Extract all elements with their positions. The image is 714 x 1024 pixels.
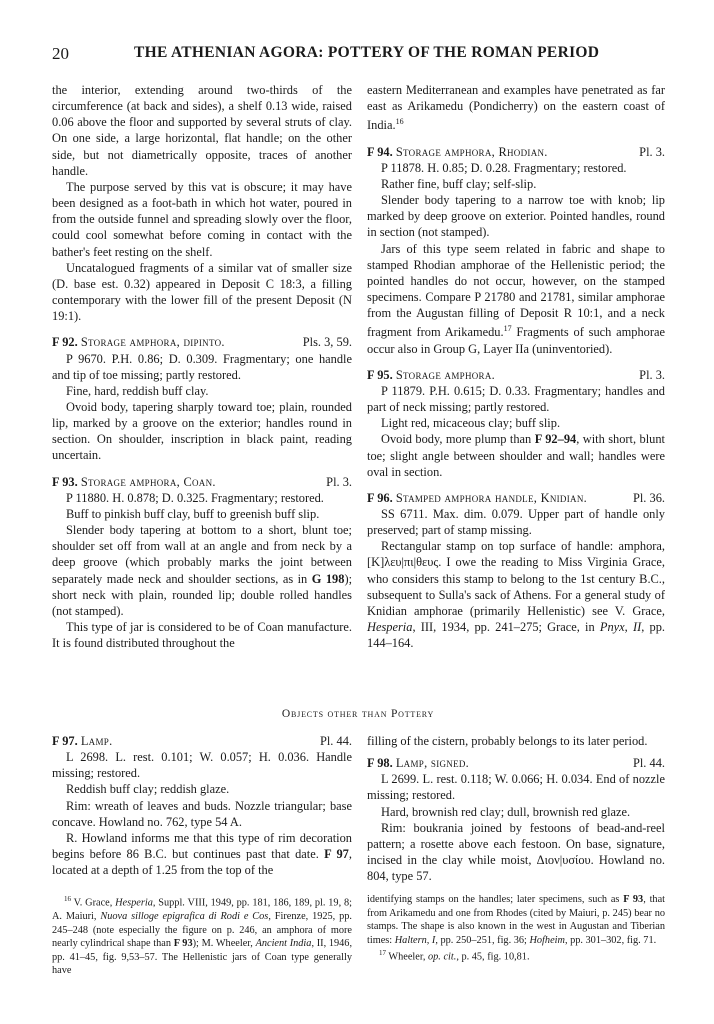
entry-plates: Pl. 3.: [639, 367, 665, 382]
entry-number: F 97.: [52, 734, 78, 748]
catalogue-entry-f93: [52, 474, 352, 652]
citation: Hofheim: [529, 934, 565, 946]
citation: op. cit.: [428, 951, 457, 963]
section-heading: Objects other than Pottery: [281, 708, 435, 720]
paragraph: Fine, hard, reddish buff clay.: [66, 383, 209, 398]
entry-name: Storage amphora, Coan.: [80, 474, 216, 489]
entry-number: F 94.: [367, 144, 393, 159]
entry-plates: Pls. 3, 59.: [302, 335, 352, 350]
paragraph: Jars of this type seem related in fabric and shape to stamped Rhodian amphorae of the Hellenistic period; the pointed handles do not occur, however, on the stamped specimens. Compare P 21780 and 21781, similar amphorae from the Augustan filling of Deposit R 10:1, and a neck fragment from Arikamedu.$^{17}$ Fragments of such amphorae occur also in Group G, Layer IIa (uninventoried).: [367, 241, 665, 356]
footnote-marker: 17: [379, 949, 386, 958]
entry-heading: [52, 474, 352, 490]
paragraph: Slender body tapering at bottom to a short, blunt toe; shoulder set off from wall at an angle and from neck by a deep groove (which probably marks the joint between separately made neck and shoulder sections, as in G 198); short neck with plain, rounded lip; double rolled handles (not stamped).: [52, 523, 353, 618]
left-column: [52, 82, 352, 651]
footnotes-left: [52, 893, 352, 978]
entry-plates: Pl. 44.: [319, 734, 352, 748]
running-title: THE ATHENIAN AGORA: POTTERY OF THE ROMAN PERIOD: [134, 44, 600, 61]
entry-heading: [367, 755, 665, 771]
footnote-marker: 16: [64, 895, 71, 903]
entry-name: Storage amphora.: [395, 367, 496, 382]
footnotes-right: [367, 893, 665, 964]
entry-heading: [52, 334, 352, 350]
citation: Nuova silloge epigrafica di Rodi e Cos: [100, 911, 269, 923]
catalogue-entry-f96: [367, 490, 665, 652]
paragraph: Ovoid body, tapering sharply toward toe; plain, rounded lip, marked by a groove on the exterior; handles round in section. On shoulder, inscription in black paint, reading uncertain.: [52, 399, 352, 463]
paragraph: The purpose served by this vat is obscure; it may have been designed as a foot-bath in which hot water, poured in from the outside funnel and spreading slowly over the floor, could cool somewhat before coming in contact with the bather's feet resting on the shelf.: [52, 179, 352, 259]
catalogue-entry-f98: [367, 755, 665, 884]
paragraph: Hard, brownish red clay; dull, brownish red glaze.: [381, 804, 631, 819]
catalogue-entry-f94: [367, 144, 665, 357]
paragraph: Rectangular stamp on top surface of handle: amphora, [Κ]λευ|πι|θευς. I owe the reading to Miss Virginia Grace, who considers this stamp to belong to the 1st century B.C., subsequent to Sulla's sack of Athens. For a general study of Knidian amphorae (primarily Hellenistic) see V. Grace, Hesperia, III, 1934, pp. 241–275; Grace, in Pnyx, II, pp. 144–164.: [367, 539, 665, 651]
catalogue-entry-f97: [52, 733, 352, 878]
paragraph: Buff to pinkish buff clay, buff to greenish buff slip.: [66, 506, 320, 521]
footnote-marker: 17: [503, 324, 512, 334]
paragraph: Light red, micaceous clay; buff slip.: [381, 416, 561, 431]
paragraph: Uncatalogued fragments of a similar vat of smaller size (D. base est. 0.32) appeared in Deposit C 18:3, a filling contemporary with the lower fill of the present Deposit (N 19:1).: [52, 260, 352, 324]
citation: Hesperia: [115, 897, 153, 909]
paragraph: P 11878. H. 0.85; D. 0.28. Fragmentary; restored.: [381, 160, 627, 175]
entry-plates: Pl. 3.: [326, 474, 352, 489]
paragraph: Slender body tapering to a narrow toe with knob; lip marked by deep groove on exterior. Pointed handles, round in section (not stamped).: [367, 193, 665, 240]
entry-plates: Pl. 36.: [632, 490, 665, 505]
paragraph: This type of jar is considered to be of Coan manufacture. It is found distributed throughout the: [52, 620, 352, 651]
entry-heading: [367, 490, 665, 506]
paragraph: Ovoid body, more plump than F 92–94, with short, blunt toe; slight angle between shoulder and wall; handles were oval in section.: [367, 432, 665, 479]
lower-right-column: [367, 733, 665, 884]
entry-heading: [52, 733, 352, 749]
paragraph: Reddish buff clay; reddish glaze.: [66, 782, 230, 797]
entry-number: F 93.: [52, 474, 78, 489]
citation: Ancient India: [255, 938, 312, 950]
entry-name: Storage amphora, Rhodian.: [395, 144, 548, 159]
cross-reference: F 93: [173, 938, 193, 950]
entry-number: F 95.: [367, 367, 393, 382]
paragraph: R. Howland informs me that this type of rim decoration begins before 86 B.C. but continues past that date. F 97, located at a depth of 1.25 from the top of the: [52, 830, 352, 878]
entry-plates: Pl. 44.: [632, 756, 665, 771]
citation: Hesperia: [367, 620, 413, 635]
paragraph: P 11880. H. 0.878; D. 0.325. Fragmentary; restored.: [66, 490, 324, 505]
cross-reference: F 97: [324, 847, 349, 862]
paragraph: L 2699. L. rest. 0.118; W. 0.066; H. 0.034. End of nozzle missing; restored.: [367, 772, 665, 803]
entry-number: F 96.: [367, 490, 393, 505]
paragraph: filling of the cistern, probably belongs to its later period.: [367, 734, 648, 748]
paragraph: Rather fine, buff clay; self-slip.: [381, 176, 537, 191]
entry-name: Lamp, signed.: [395, 756, 470, 771]
paragraph: Rim: boukrania joined by festoons of bead-and-reel pattern; a rosette above each festoon. On base, signature, incised in the clay while moist, Διον|υσίου. Howland no. 804, type 57.: [367, 820, 665, 884]
lower-left-column: [52, 733, 352, 878]
entry-name: Storage amphora, dipinto.: [80, 335, 225, 350]
running-header: [52, 44, 664, 68]
footnote-16-continued: identifying stamps on the handles; later specimens, such as F 93, that from Arikamedu and one from Rhodes (cited by Maiuri, p. 245) bear no stamps. The shape is also known in the west in Augustan and Tiberian times: Haltern, I, pp. 250–251, fig. 36; Hofheim, pp. 301–302, fig. 71.: [367, 894, 666, 946]
cross-reference: F 92–94: [534, 432, 577, 447]
citation: Pnyx, II: [599, 620, 642, 635]
entry-number: F 92.: [52, 335, 78, 350]
page-number: 20: [52, 44, 69, 63]
cross-reference: G 198: [311, 571, 345, 586]
catalogue-entry-f95: [367, 367, 665, 480]
entry-plates: Pl. 3.: [639, 144, 665, 159]
footnote-17: $^{17}$ Wheeler, op. cit., p. 45, fig. 10,81.: [379, 949, 530, 963]
paragraph: P 9670. P.H. 0.86; D. 0.309. Fragmentary; one handle and tip of toe missing; partly restored.: [52, 351, 352, 382]
entry-heading: [367, 144, 665, 160]
cross-reference: F 93: [623, 894, 644, 905]
footnote-marker: 16: [395, 117, 404, 127]
right-column: [367, 82, 665, 651]
entry-heading: [367, 367, 665, 383]
entry-name: Lamp.: [80, 734, 113, 748]
paragraph: P 11879. P.H. 0.615; D. 0.33. Fragmentary; handles and part of neck missing; partly restored.: [367, 383, 665, 415]
entry-number: F 98.: [367, 756, 393, 771]
catalogue-entry-f92: [52, 334, 352, 463]
footnote-16: $^{16}$ V. Grace, Hesperia, Suppl. VIII, 1949, pp. 181, 186, 189, pl. 19, 8; A. Maiuri, Nuova silloge epigrafica di Rodi e Cos, Firenze, 1925, pp. 245–248 (note especially the figure on p. 246, an amphora of more nearly cylindrical shape than F 93); M. Wheeler, Ancient India, II, 1946, pp. 41–45, fig. 9,53–57. The Hellenistic jars of Coan type generally have: [52, 895, 353, 977]
paragraph: L 2698. L. rest. 0.101; W. 0.057; H. 0.036. Handle missing; restored.: [52, 750, 352, 781]
paragraph: the interior, extending around two-thirds of the circumference (at back and sides), a shelf 0.13 wide, raised 0.06 above the floor and supported by several struts of clay. On one side, a large horizontal, flat handle; on the other side, but not diametrically opposite, traces of another handle.: [52, 83, 352, 178]
citation: Haltern, I: [394, 934, 436, 946]
entry-name: Stamped amphora handle, Knidian.: [395, 490, 588, 505]
paragraph: SS 6711. Max. dim. 0.079. Upper part of handle only preserved; part of stamp missing.: [367, 507, 665, 538]
paragraph: Rim: wreath of leaves and buds. Nozzle triangular; base concave. Howland no. 762, type 54 A.: [52, 798, 352, 829]
paragraph: eastern Mediterranean and examples have penetrated as far east as Arikamedu (Pondicherry) on the eastern coast of India.$^{16}$: [367, 83, 665, 133]
